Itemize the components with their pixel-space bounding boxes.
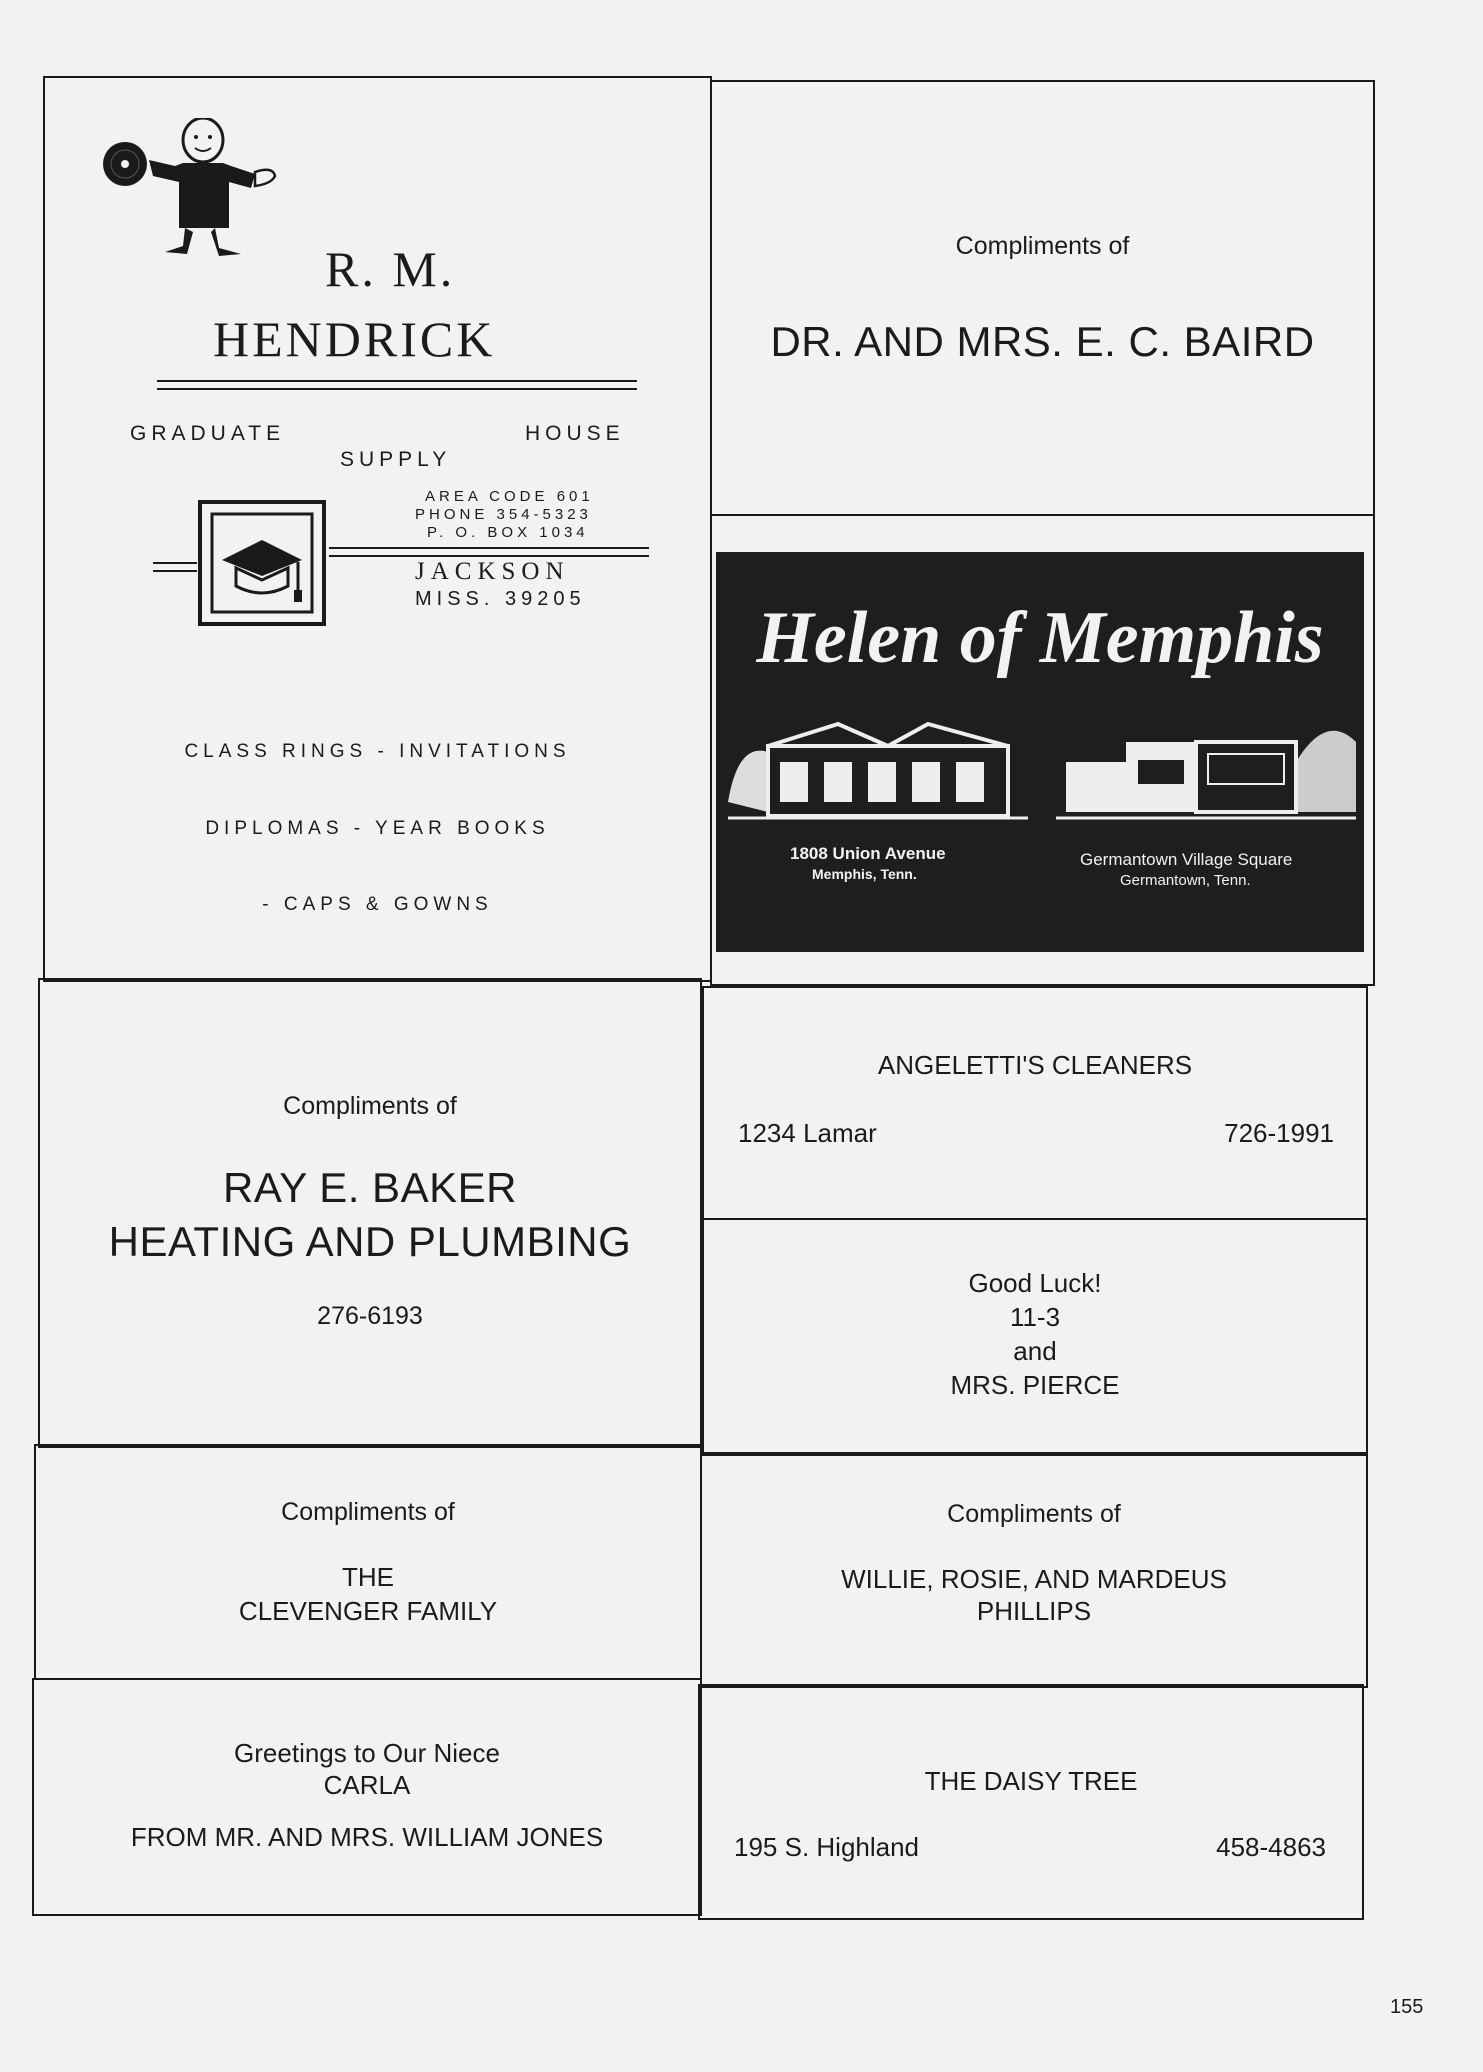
phillips-line2: PHILLIPS — [976, 1596, 1092, 1626]
hendrick-line2: DIPLOMAS - YEAR BOOKS — [205, 818, 550, 839]
storefront-germantown-icon — [1056, 702, 1366, 832]
hendrick-supply: SUPPLY — [340, 448, 452, 471]
hendrick-graduate: GRADUATE — [130, 422, 286, 445]
clevenger-compliments: Compliments of — [281, 1498, 455, 1526]
jones-line1: Greetings to Our Niece — [234, 1738, 500, 1768]
helen-addr2-line2: Germantown, Tenn. — [1120, 872, 1251, 889]
jones-line2: CARLA — [323, 1770, 411, 1800]
ad-helen — [710, 514, 1375, 986]
helen-logo: Helen of Memphis — [756, 597, 1324, 679]
ad-pierce — [702, 1218, 1368, 1456]
ad-clevenger — [34, 1444, 702, 1680]
ad-jones — [32, 1678, 702, 1916]
daisy-phone: 458-4863 — [1216, 1832, 1326, 1862]
baker-name-line1: RAY E. BAKER — [223, 1164, 517, 1211]
ad-hendrick — [43, 76, 712, 982]
daisy-address: 195 S. Highland — [734, 1832, 920, 1862]
hendrick-line-left — [153, 562, 197, 572]
hendrick-city: JACKSON — [415, 558, 570, 585]
pierce-line3: and — [1013, 1336, 1057, 1366]
hendrick-line-right — [329, 547, 649, 557]
angeletti-phone: 726-1991 — [1224, 1118, 1334, 1148]
page-number: 155 — [1390, 1996, 1424, 2018]
clevenger-line1: THE — [342, 1562, 394, 1592]
clevenger-line2: CLEVENGER FAMILY — [238, 1596, 498, 1626]
helen-panel — [716, 552, 1364, 952]
ad-daisy — [698, 1684, 1364, 1920]
hendrick-po-box: P. O. BOX 1034 — [427, 524, 589, 541]
ad-baird — [710, 80, 1375, 516]
daisy-name: THE DAISY TREE — [924, 1766, 1138, 1796]
hendrick-name-line2: HENDRICK — [213, 311, 496, 367]
ad-phillips — [700, 1452, 1368, 1688]
pierce-line1: Good Luck! — [968, 1268, 1102, 1298]
hendrick-house: HOUSE — [525, 422, 625, 445]
hendrick-rule — [157, 380, 637, 390]
hendrick-state-zip: MISS. 39205 — [415, 588, 586, 610]
ad-angeletti — [702, 986, 1368, 1220]
hendrick-line1: CLASS RINGS - INVITATIONS — [184, 741, 571, 762]
angeletti-address: 1234 Lamar — [738, 1118, 877, 1148]
baker-compliments: Compliments of — [283, 1092, 457, 1120]
baird-compliments: Compliments of — [955, 232, 1130, 260]
helen-addr1-line2: Memphis, Tenn. — [812, 866, 917, 882]
mascot-figure-icon — [95, 118, 285, 268]
storefront-union-icon — [728, 702, 1038, 832]
ad-baker — [38, 978, 702, 1448]
phillips-line1: WILLIE, ROSIE, AND MARDEUS — [841, 1564, 1227, 1594]
baker-phone: 276-6193 — [317, 1302, 423, 1330]
helen-addr2-line1: Germantown Village Square — [1080, 850, 1293, 869]
phillips-compliments: Compliments of — [947, 1500, 1121, 1528]
hendrick-line3: - CAPS & GOWNS — [262, 894, 493, 915]
hendrick-name-line1: R. M. — [325, 241, 456, 297]
pierce-line2: 11-3 — [1009, 1302, 1061, 1332]
graduation-cap-icon — [198, 500, 326, 626]
helen-addr1-line1: 1808 Union Avenue — [790, 844, 946, 863]
baker-name-line2: HEATING AND PLUMBING — [108, 1218, 632, 1265]
baird-name: DR. AND MRS. E. C. BAIRD — [770, 318, 1315, 365]
angeletti-name: ANGELETTI'S CLEANERS — [877, 1050, 1193, 1080]
jones-line3: FROM MR. AND MRS. WILLIAM JONES — [130, 1822, 604, 1852]
hendrick-area-code: AREA CODE 601 — [425, 488, 594, 505]
hendrick-phone: PHONE 354-5323 — [415, 506, 592, 523]
pierce-line4: MRS. PIERCE — [950, 1370, 1120, 1400]
